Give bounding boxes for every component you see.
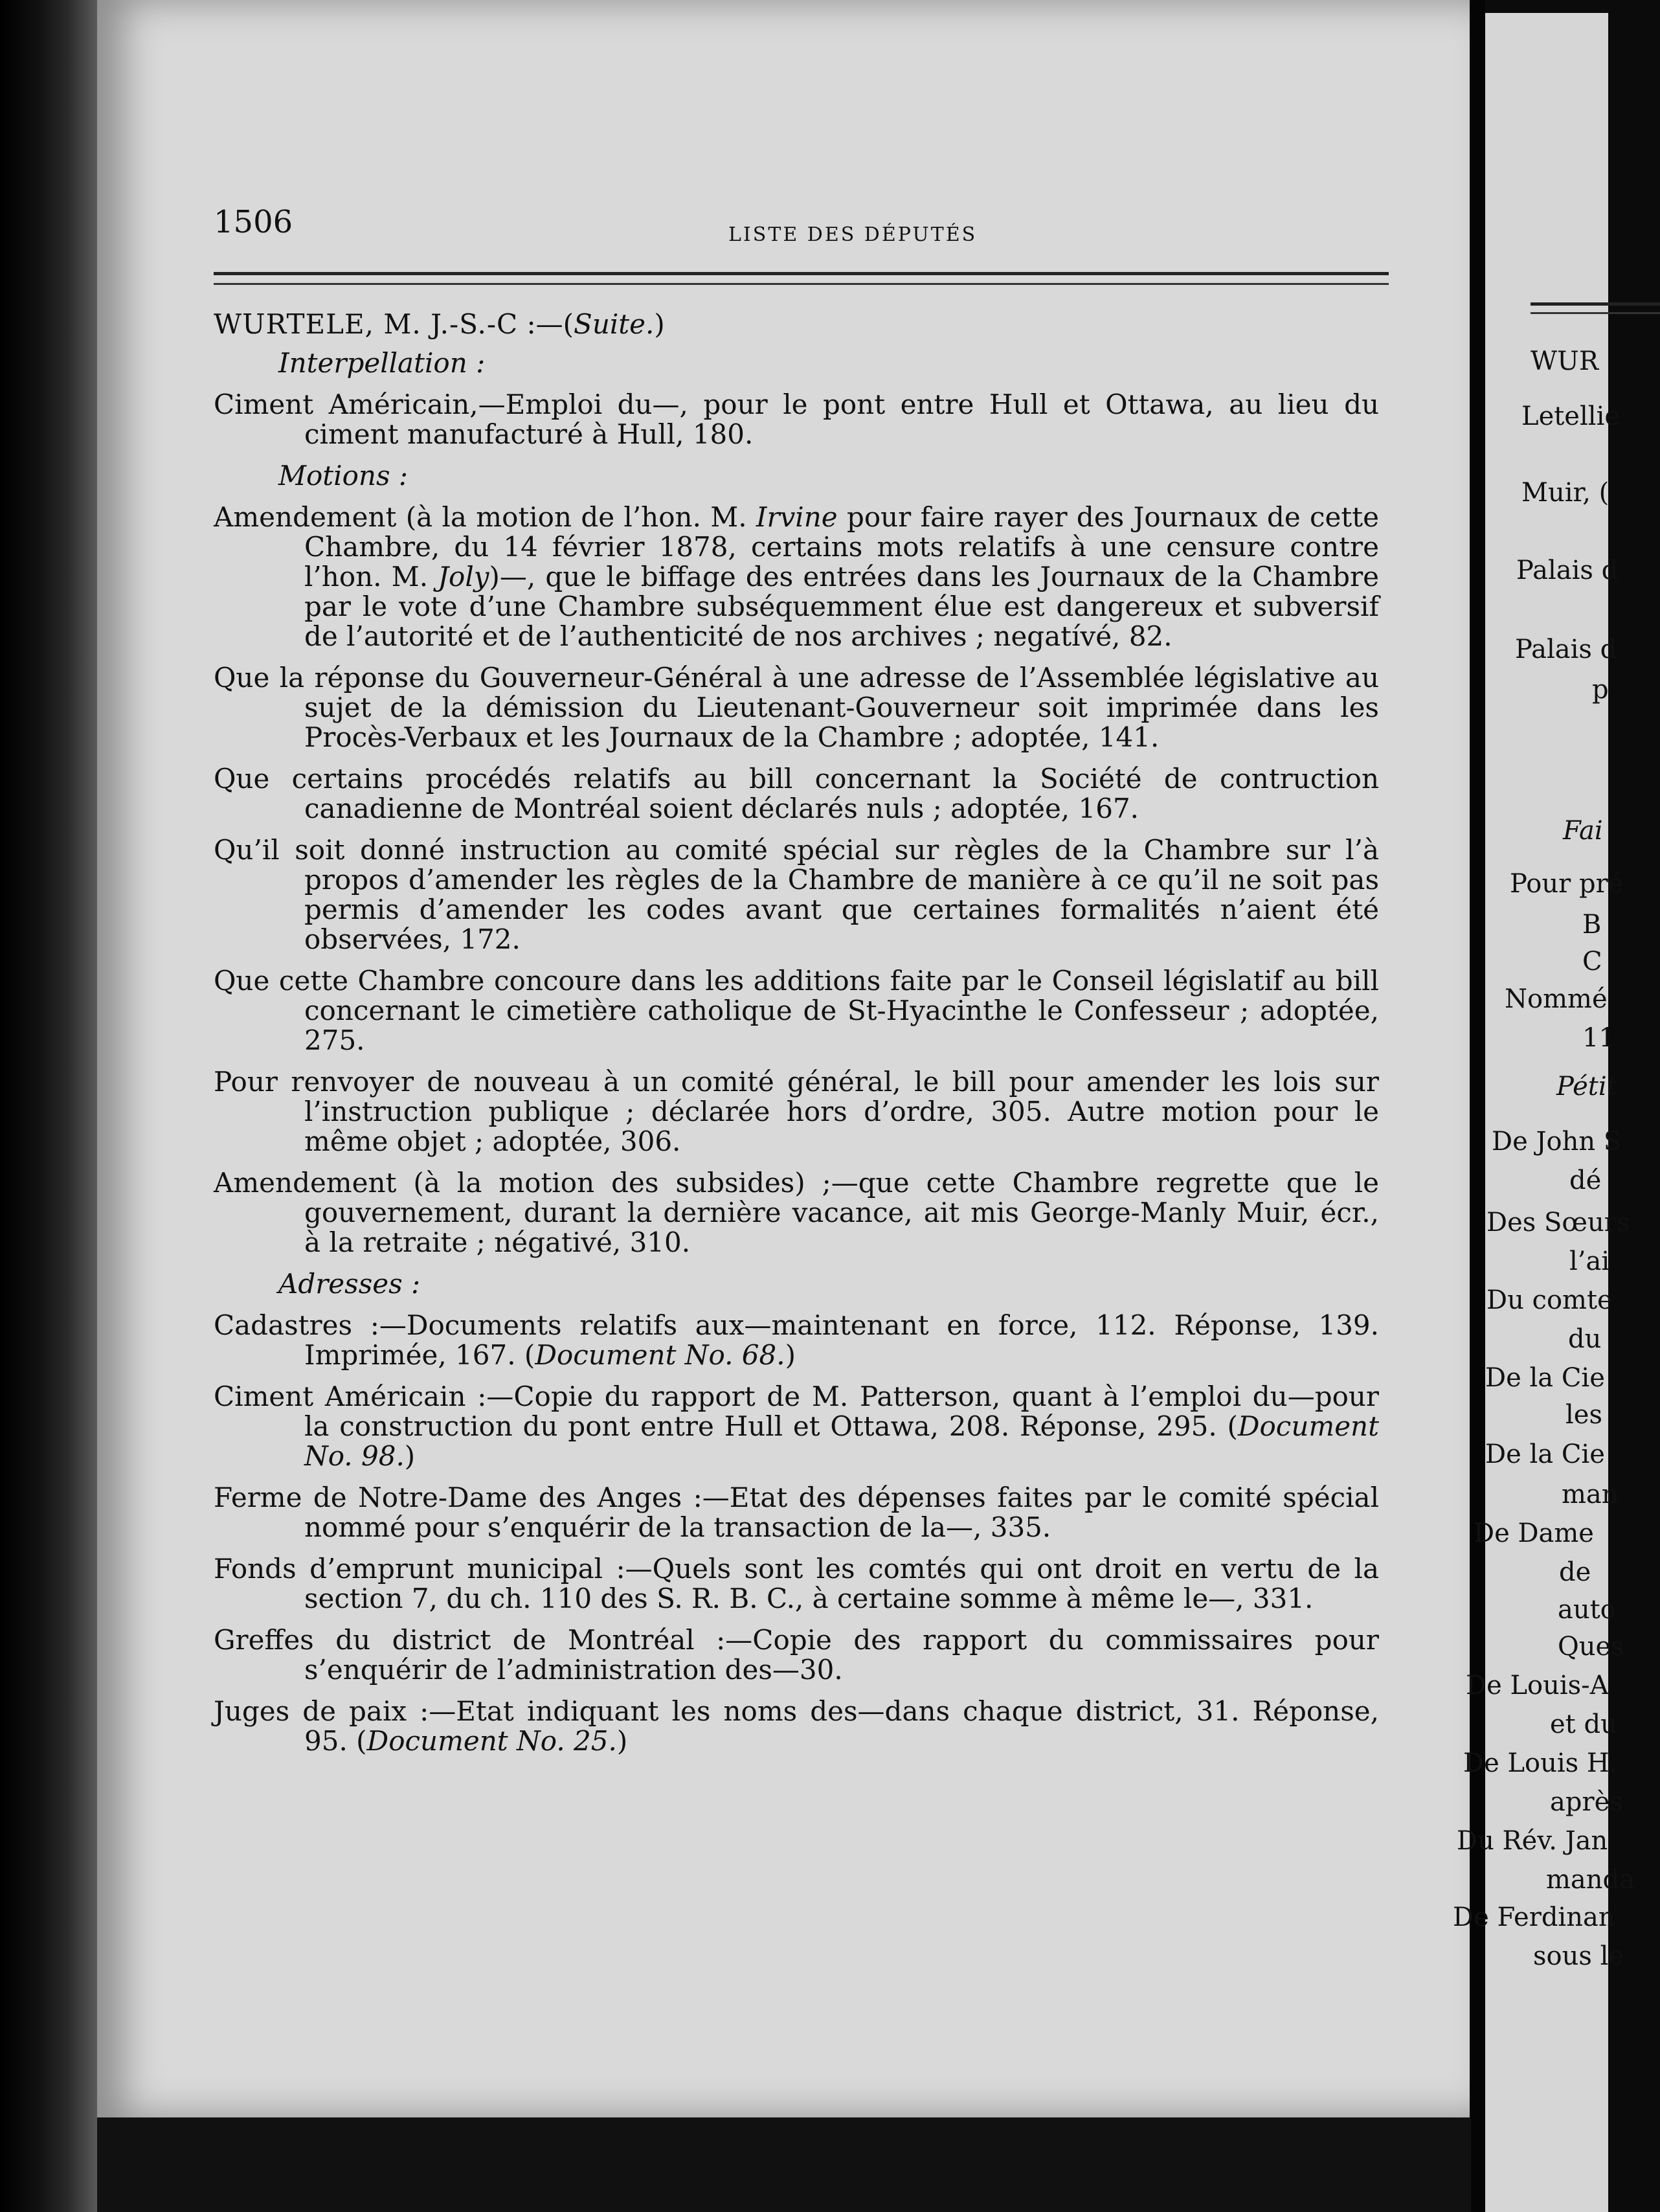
section-interpellation: Interpellation : (278, 347, 486, 379)
member-name: WURTELE, M. J.-S.-C (214, 308, 519, 340)
right-page-line: les (1565, 1400, 1602, 1430)
right-page-line: manda (1546, 1865, 1635, 1895)
page-bottom-edge (97, 2117, 1471, 2212)
motion-text: pour faire rayer des Journaux de cette Chambre, du 14 février 1878, certains mots relatifs à une censure contre l’hon. M. (304, 501, 1379, 592)
adresse-entry (214, 1382, 1379, 1471)
right-page-line: Pétit (1556, 1072, 1617, 1101)
right-page-line: après (1550, 1787, 1623, 1817)
running-title: LISTE DES DÉPUTÉS (728, 223, 978, 246)
heading-suite: Suite. (574, 308, 655, 340)
right-header-rule-thin (1531, 312, 1660, 314)
right-page-line: B (1582, 910, 1602, 940)
right-page-line: De la Cie (1485, 1363, 1605, 1393)
right-page-line: Muir, ( (1521, 478, 1610, 508)
adresse-entry (214, 1311, 1379, 1370)
motion-entry: Que cette Chambre concoure dans les additions faite par le Conseil législatif au bill concernant le cimetière catholique de St-Hyacinthe le Confesseur ; adoptée, 275. (214, 965, 1379, 1056)
page-gutter (1471, 0, 1485, 2212)
right-header-rule-thick (1531, 302, 1660, 306)
right-page-line: l’ai (1569, 1247, 1610, 1276)
right-page-line: et du (1550, 1710, 1617, 1739)
adresse-text: ) (785, 1339, 796, 1371)
adresse-text: ) (616, 1725, 628, 1757)
adresse-text: Ciment Américain :—Copie du rapport de M. Patterson, quant à l’emploi du—pour la construction du pont entre Hull et Ottawa, 208. Réponse, 295. ( (214, 1381, 1379, 1442)
right-page-line: Pour pré (1510, 869, 1624, 899)
right-page-line: De la Cie (1485, 1439, 1605, 1469)
motion-entry: Pour renvoyer de nouveau à un comité général, le bill pour amender les lois sur l’instruction publique ; déclarée hors d’ordre, 305. Autre motion pour le même objet ; adoptée, 306. (214, 1066, 1379, 1157)
right-page-line: p (1592, 675, 1609, 705)
heading-close: ) (654, 308, 665, 340)
right-page-line: man (1562, 1480, 1619, 1509)
right-page-line: De Dame (1474, 1518, 1594, 1548)
right-page-line: Palais d (1515, 635, 1617, 664)
page-content (214, 310, 1379, 1768)
right-page-line: WUR (1531, 346, 1598, 376)
adresse-entry (214, 1697, 1379, 1756)
motion-entry: Amendement (à la motion des subsides) ;—que cette Chambre regrette que le gouvernement, durant la dernière vacance, ait mis George-Manly Muir, écr., à la retraite ; négativé, 310. (214, 1167, 1379, 1258)
right-page-line: Palais d (1516, 556, 1619, 585)
right-page-line: C (1582, 947, 1602, 976)
interpellation-entry: Ciment Américain,—Emploi du—, pour le pont entre Hull et Ottawa, au lieu du ciment manufacturé à Hull, 180. (214, 389, 1379, 450)
right-page-line: Fai (1563, 816, 1603, 846)
book-spine-shadow (0, 0, 97, 2212)
section-adresses: Adresses : (278, 1268, 421, 1300)
right-page-line: De Louis-A (1466, 1671, 1609, 1700)
right-page-line: sous le (1533, 1941, 1624, 1971)
right-page-line: Letellie (1521, 401, 1621, 431)
right-page-line: Du Rév. Jan (1457, 1826, 1608, 1856)
right-page-line: Du comte (1486, 1285, 1613, 1315)
motion-name-joly: Joly (438, 561, 489, 592)
motion-entry (214, 502, 1379, 651)
adresse-text: ) (404, 1440, 416, 1472)
adresse-entry: Ferme de Notre-Dame des Anges :—Etat des dépenses faites par le comité spécial nommé pour s’enquérir de la transaction de la—, 335. (214, 1482, 1379, 1543)
heading-suffix: :—( (518, 308, 574, 340)
adresse-entry: Greffes du district de Montréal :—Copie des rapport du commissaires pour s’enquérir de l’administration des—30. (214, 1624, 1379, 1686)
right-page-line: 11 (1582, 1023, 1615, 1053)
right-page-fragment (1453, 13, 1635, 2212)
adresse-document-ref: Document No. 98. (304, 1410, 1379, 1472)
motion-text: )—, que le biffage des entrées dans les Journaux de la Chambre par le vote d’une Chambre subséquemment élue est dangereux et subversif de l’autorité et de l’authenticité de nos archives ; negatívé, 82. (304, 561, 1379, 652)
adresse-text: Cadastres :—Documents relatifs aux—maintenant en force, 112. Réponse, 139. Imprimée, 167. ( (214, 1309, 1379, 1371)
member-heading (214, 310, 1379, 339)
motion-entry: Que la réponse du Gouverneur-Général à une adresse de l’Assemblée législative au sujet de la démission du Lieutenant-Gouverneur soit imprimée dans les Procès-Verbaux et les Journaux de la Chambre ; adoptée, 141. (214, 662, 1379, 753)
header-rule-thin (214, 283, 1389, 285)
right-page-line: du (1568, 1324, 1602, 1354)
right-page-line: Des Sœurs (1486, 1208, 1630, 1237)
motion-text: Amendement (à la motion de l’hon. M. (214, 501, 756, 533)
adresse-document-ref: Document No. 68. (535, 1339, 785, 1371)
motion-entry: Qu’il soit donné instruction au comité spécial sur règles de la Chambre sur l’à propos d’amender les règles de la Chambre de manière à ce qu’il ne soit pas permis d’amender les codes avant que certaines formalités n’aient été observées, 172. (214, 834, 1379, 955)
right-page-line: Ques (1558, 1632, 1624, 1662)
right-page-line: De John S (1492, 1127, 1622, 1157)
right-page-line: Nommé (1505, 984, 1608, 1014)
right-page-line: De Ferdinan (1453, 1902, 1615, 1932)
header-rule-thick (214, 272, 1389, 275)
motion-name-irvine: Irvine (756, 501, 838, 533)
adresse-entry: Fonds d’emprunt municipal :—Quels sont les comtés qui ont droit en vertu de la section 7, du ch. 110 des S. R. B. C., à certaine somme à même le—, 331. (214, 1553, 1379, 1614)
adresse-document-ref: Document No. 25. (366, 1725, 617, 1757)
right-page-line: De Louis H. (1463, 1748, 1618, 1778)
right-page-line: de (1559, 1557, 1591, 1587)
page-number: 1506 (214, 204, 293, 240)
right-page-line: dé (1569, 1166, 1602, 1195)
section-motions: Motions : (278, 460, 408, 491)
right-page-line: auto (1558, 1595, 1616, 1625)
motion-entry: Que certains procédés relatifs au bill concernant la Société de contruction canadienne de Montréal soient déclarés nuls ; adoptée, 167. (214, 763, 1379, 824)
adresse-text: Juges de paix :—Etat indiquant les noms des—dans chaque district, 31. Réponse, 95. ( (214, 1695, 1379, 1757)
